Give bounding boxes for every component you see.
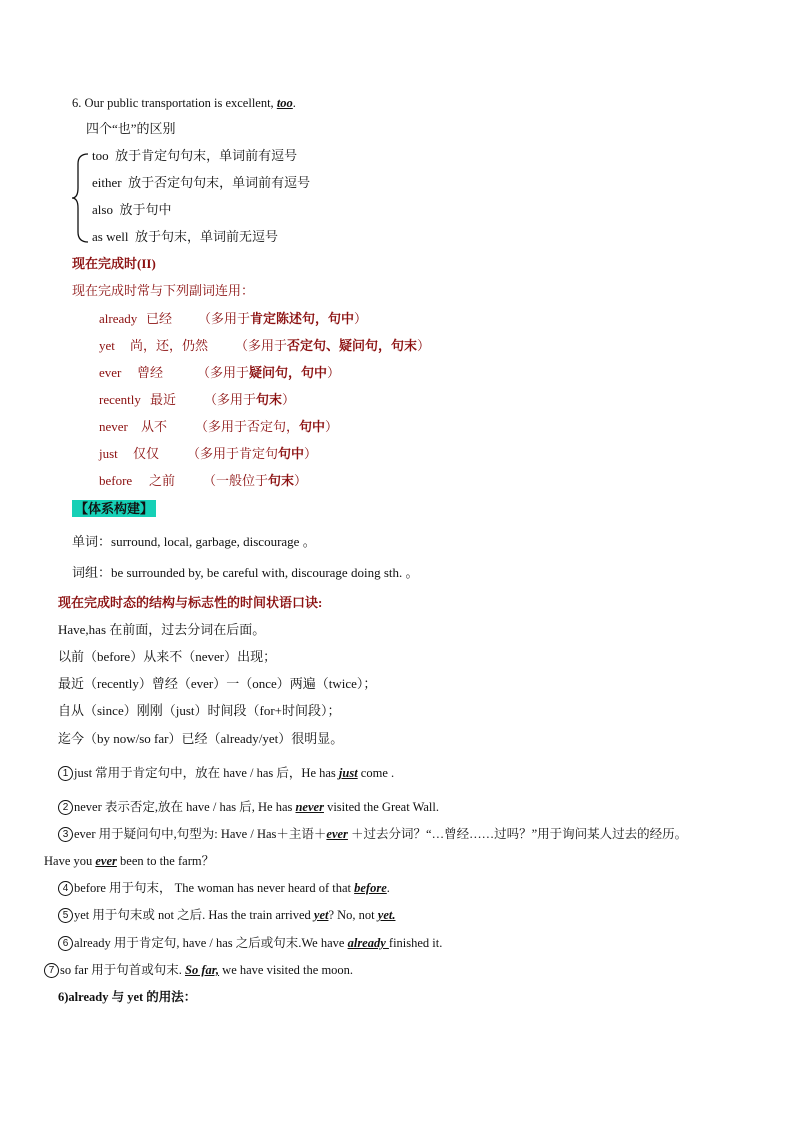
rhyme-line: 自从（since）刚刚（just）时间段（for+时间段）； — [58, 703, 341, 718]
circled-number: 4 — [58, 881, 73, 896]
rule-1: 1 just 常用于肯定句中，放在 have / has 后，He has just come . — [58, 764, 394, 782]
phrases-line: 词组：be surrounded by, be careful with, discourage doing sth. 。 — [72, 565, 419, 580]
adverb-row: before 之前 （一般位于句末） — [99, 473, 308, 488]
circled-number: 6 — [58, 936, 73, 951]
rule-4: 4 before 用于句末， The woman has never heard of that before. — [58, 879, 390, 897]
circled-number: 7 — [44, 963, 59, 978]
rule-6: 6 already 用于肯定句, have / has 之后或句末.We have already finished it. — [58, 934, 442, 952]
circled-number: 3 — [58, 827, 73, 842]
adverb-row: never 从不 （多用于否定句，句中） — [99, 419, 339, 434]
rule-7: 7 so far 用于句首或句末. So far, we have visited the moon. — [44, 961, 353, 979]
also-row-too: too 放于肯定句句末，单词前有逗号 — [92, 148, 298, 163]
also-title: 四个“也”的区别 — [86, 121, 176, 136]
item-text: Our public transportation is excellent, — [84, 96, 277, 110]
rhyme-line: 最近（recently）曾经（ever）一（once）两遍（twice）； — [58, 676, 377, 691]
rule-2: 2 never 表示否定,放在 have / has 后, He has never visited the Great Wall. — [58, 798, 439, 816]
curly-brace-icon — [70, 152, 90, 244]
rhyme-line: Have,has 在前面，过去分词在后面。 — [58, 622, 266, 637]
adverb-row: ever 曾经 （多用于疑问句，句中） — [99, 365, 341, 380]
adverb-row: yet 尚，还，仍然 （多用于否定句、疑问句，句末） — [99, 338, 431, 353]
adverb-row: just 仅仅 （多用于肯定句句中） — [99, 446, 318, 461]
item-answer: too — [276, 96, 293, 110]
rule-5: 5 yet 用于句末或 not 之后. Has the train arrived yet? No, not yet. — [58, 906, 395, 924]
also-row-either: either 放于否定句句末，单词前有逗号 — [92, 175, 311, 190]
words-line: 单词：surround, local, garbage, discourage 。 — [72, 534, 316, 549]
rule-3-example: Have you ever been to the farm？ — [44, 854, 215, 868]
rule-3: 3 ever 用于疑问句中,句型为: Have / Has＋主语＋ever ＋过去分词？“…曾经……过吗？”用于询问某人过去的经历。 — [58, 825, 687, 843]
adverb-row: recently 最近 （多用于句末） — [99, 392, 296, 407]
section-tag: 【体系构建】 — [72, 500, 156, 518]
adverb-row: already 已经 （多用于肯定陈述句，句中） — [99, 311, 368, 326]
circled-number: 5 — [58, 908, 73, 923]
rhyme-line: 迄今（by now/so far）已经（already/yet）很明显。 — [58, 731, 344, 746]
item-6: 6. Our public transportation is excellent, too. — [72, 96, 296, 110]
also-row-as-well: as well 放于句末，单词前无逗号 — [92, 229, 278, 244]
rhyme-line: 以前（before）从来不（never）出现； — [58, 649, 277, 664]
item-number: 6. — [72, 96, 82, 110]
rhyme-heading: 现在完成时态的结构与标志性的时间状语口诀: — [58, 595, 323, 610]
circled-number: 2 — [58, 800, 73, 815]
perfect-heading: 现在完成时(II) — [72, 256, 156, 271]
last-heading: 6)already 与 yet 的用法： — [58, 990, 197, 1004]
circled-number: 1 — [58, 766, 73, 781]
perfect-intro: 现在完成时常与下列副词连用： — [72, 283, 255, 298]
also-row-also: also 放于句中 — [92, 202, 172, 217]
